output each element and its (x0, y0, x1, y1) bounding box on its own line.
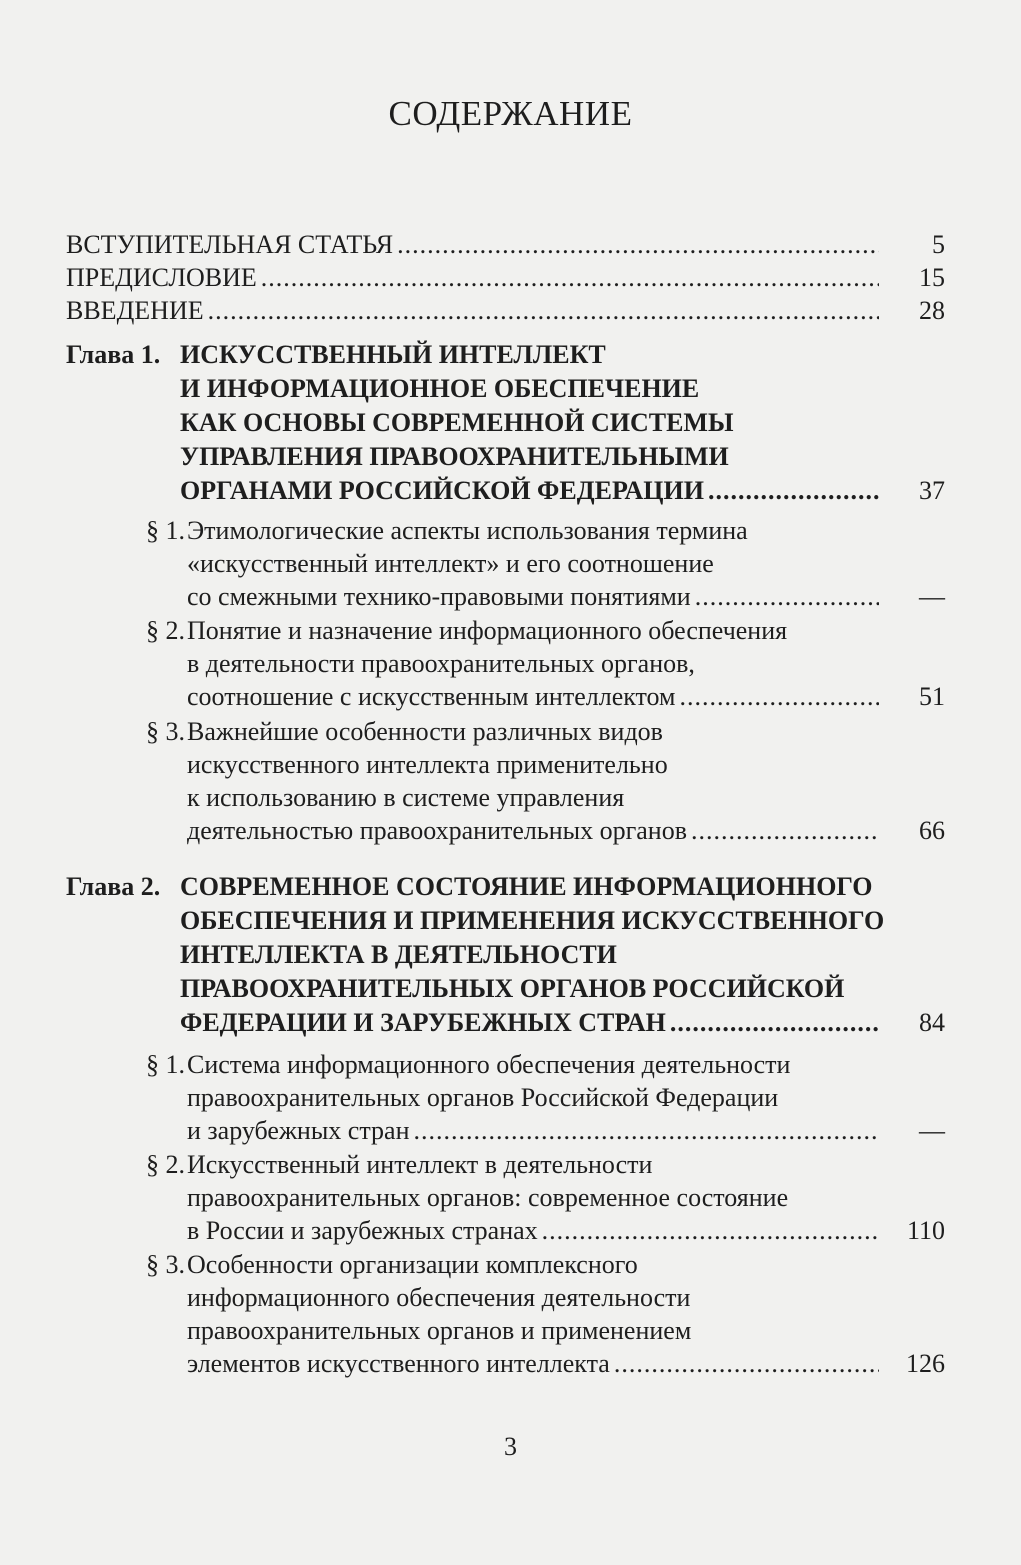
toc-page-number: 28 (919, 296, 945, 325)
dot-leader (614, 1349, 879, 1379)
dot-leader (542, 1216, 879, 1246)
toc-entry-line: Понятие и назначение информационного обеспечения (187, 616, 788, 645)
toc-page-number: 66 (919, 816, 945, 845)
page-title: СОДЕРЖАНИЕ (388, 94, 633, 133)
chapter-label: Глава 2. (66, 872, 161, 901)
toc-entry-line: информационного обеспечения деятельности (187, 1283, 691, 1312)
toc-entry-line (187, 1116, 885, 1146)
section-label: § 1. (146, 516, 185, 545)
toc-page-number: 51 (919, 682, 945, 711)
toc-entry-line (66, 296, 885, 326)
toc-page-number: 5 (932, 230, 945, 259)
dot-leader (261, 263, 879, 293)
toc-page-number: 37 (919, 476, 945, 505)
section-label: § 2. (146, 616, 185, 645)
dot-leader (691, 816, 879, 846)
toc-entry-text: элементов искусственного интеллекта (187, 1349, 610, 1378)
toc-entry-line: к использованию в системе управления (187, 783, 625, 812)
toc-entry-line: ИНТЕЛЛЕКТА В ДЕЯТЕЛЬНОСТИ (180, 940, 617, 969)
toc-entry-line (180, 1008, 885, 1038)
toc-entry-line: правоохранительных органов и применением (187, 1316, 692, 1345)
toc-entry-line (180, 476, 885, 506)
toc-entry-line: СОВРЕМЕННОЕ СОСТОЯНИЕ ИНФОРМАЦИОННОГО (180, 872, 873, 901)
dot-leader (414, 1116, 880, 1146)
toc-entry-line: правоохранительных органов: современное состояние (187, 1183, 789, 1212)
toc-entry-line: Искусственный интеллект в деятельности (187, 1150, 653, 1179)
toc-entry-line (66, 263, 885, 293)
page-number: 3 (504, 1432, 517, 1461)
toc-entry-line: Система информационного обеспечения деятельности (187, 1050, 791, 1079)
toc-entry-line: ПРАВООХРАНИТЕЛЬНЫХ ОРГАНОВ РОССИЙСКОЙ (180, 974, 845, 1003)
toc-entry-text: ВВЕДЕНИЕ (66, 296, 204, 325)
toc-entry-text: в России и зарубежных странах (187, 1216, 538, 1245)
toc-page-number: 126 (906, 1349, 945, 1378)
toc-entry-text: ФЕДЕРАЦИИ И ЗАРУБЕЖНЫХ СТРАН (180, 1008, 666, 1037)
toc-entry-line (187, 682, 885, 712)
toc-entry-line: «искусственный интеллект» и его соотношение (187, 549, 714, 578)
toc-entry-line: ИСКУССТВЕННЫЙ ИНТЕЛЛЕКТ (180, 340, 606, 369)
toc-entry-line: в деятельности правоохранительных органов, (187, 649, 695, 678)
dot-leader (670, 1008, 879, 1038)
toc-entry-line: Особенности организации комплексного (187, 1250, 638, 1279)
toc-entry-line (187, 1216, 885, 1246)
toc-entry-text: деятельностью правоохранительных органов (187, 816, 687, 845)
toc-entry-text: и зарубежных стран (187, 1116, 410, 1145)
toc-entry-line: правоохранительных органов Российской Федерации (187, 1083, 779, 1112)
dot-leader (397, 230, 879, 260)
section-label: § 3. (146, 717, 185, 746)
toc-page-number: 15 (919, 263, 945, 292)
dot-leader (695, 582, 879, 612)
toc-entry-text: ВСТУПИТЕЛЬНАЯ СТАТЬЯ (66, 230, 394, 259)
toc-entry-line: Этимологические аспекты использования термина (187, 516, 748, 545)
section-label: § 3. (146, 1250, 185, 1279)
toc-entry-line: КАК ОСНОВЫ СОВРЕМЕННОЙ СИСТЕМЫ (180, 408, 734, 437)
chapter-label: Глава 1. (66, 340, 161, 369)
toc-entry-text: со смежными технико-правовыми понятиями (187, 582, 691, 611)
dot-leader (708, 476, 879, 506)
toc-entry-line: искусственного интеллекта применительно (187, 750, 668, 779)
toc-entry-line: УПРАВЛЕНИЯ ПРАВООХРАНИТЕЛЬНЫМИ (180, 442, 729, 471)
toc-entry-line: И ИНФОРМАЦИОННОЕ ОБЕСПЕЧЕНИЕ (180, 374, 700, 403)
toc-entry-line (66, 230, 885, 260)
toc-page-number: 84 (919, 1008, 945, 1037)
toc-entry-text: ОРГАНАМИ РОССИЙСКОЙ ФЕДЕРАЦИИ (180, 476, 704, 505)
dot-leader (680, 682, 879, 712)
section-label: § 2. (146, 1150, 185, 1179)
toc-entry-text: ПРЕДИСЛОВИЕ (66, 263, 257, 292)
toc-entry-line (187, 582, 885, 612)
toc-page-number: — (919, 1116, 945, 1145)
toc-entry-line (187, 1349, 885, 1379)
toc-entry-line (187, 816, 885, 846)
toc-entry-text: соотношение с искусственным интеллектом (187, 682, 676, 711)
toc-entry-line: Важнейшие особенности различных видов (187, 717, 663, 746)
toc-page-number: 110 (906, 1216, 945, 1245)
toc-page-number: — (919, 582, 945, 611)
section-label: § 1. (146, 1050, 185, 1079)
toc-entry-line: ОБЕСПЕЧЕНИЯ И ПРИМЕНЕНИЯ ИСКУССТВЕННОГО (180, 906, 885, 935)
dot-leader (208, 296, 879, 326)
